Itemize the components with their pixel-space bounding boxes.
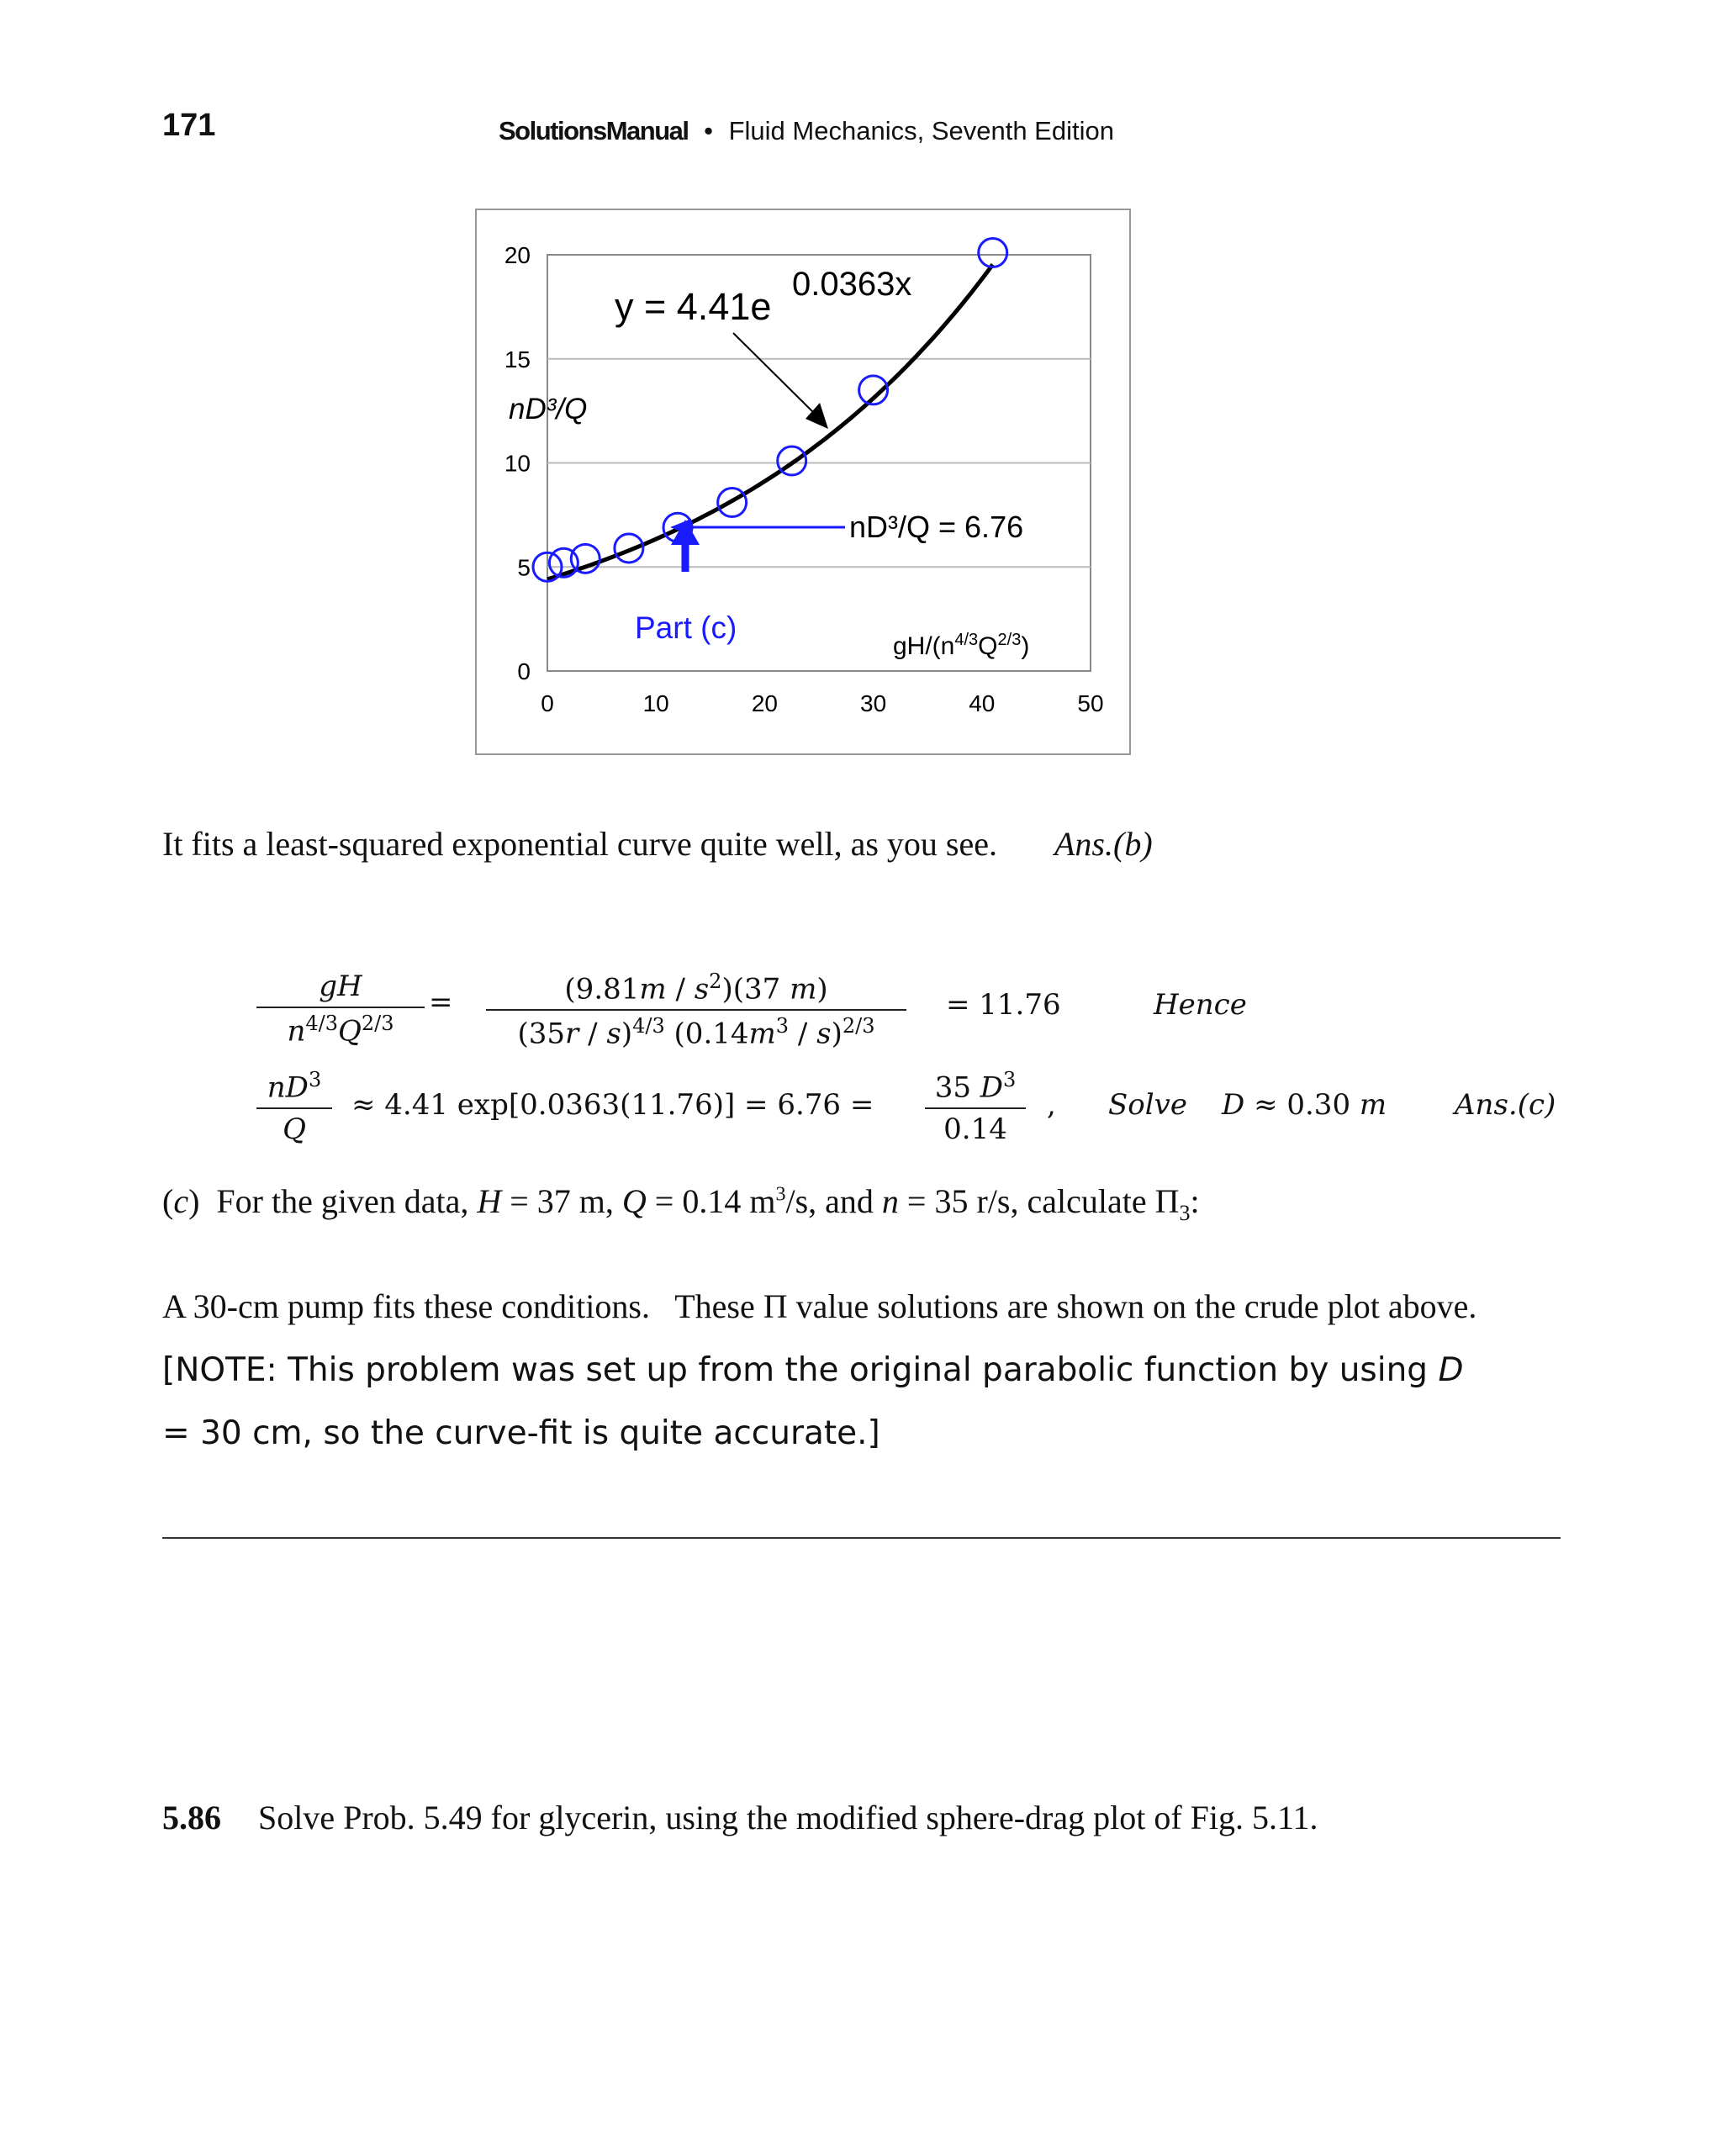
eq2-rhs-denominator: 0.14 [925,1107,1026,1146]
eq2-ans-label: Ans.(c) [1455,1088,1556,1122]
eq1-hence: Hence [1154,988,1247,1022]
running-header [499,116,1114,146]
eq2-lhs-denominator: Q [256,1107,332,1146]
x-tick-label: 10 [642,690,669,716]
value-annotation: nD³/Q = 6.76 [849,510,1024,544]
eq2-middle: ≈ 4.41 exp[0.0363(11.76)] = 6.76 = [351,1088,874,1122]
eq2-rhs-numerator: 35 $D^3$ [934,1068,1017,1105]
eq1-lhs-denominator: $n^{4/3}Q^{2/3}$ [256,1007,425,1048]
problem-statement [162,1798,1318,1837]
page-number: 171 [162,108,216,143]
y-tick-label: 0 [517,658,531,684]
x-axis-label: $gH/(n^{4/3}Q^{2/3})$ [893,631,1030,660]
problem-text: Solve Prob. 5.49 for glycerin, using the modified sphere-drag plot of Fig. 5.11. [258,1799,1318,1836]
x-tick-label: 0 [541,690,554,716]
eq2-rhs-fraction [925,1068,1026,1146]
note-line-1: [NOTE: This problem was set up from the original parabolic function by using D [162,1351,1464,1389]
y-tick-label: 5 [517,554,531,581]
eq1-rhs-numerator: $(9.81m / s^2)(37$ m) [564,970,828,1007]
eq1-rhs-denominator: (35r / s)$^{4/3}$ $(0.14m^3 / s)^{2/3}$ [486,1009,906,1050]
problem-number: 5.86 [162,1799,221,1836]
book-title: Fluid Mechanics, Seventh Edition [728,116,1114,145]
fit-equation-exponent: 0.0363x [792,266,912,303]
header-bullet: • [704,116,713,145]
eq1-result: = 11.76 [946,988,1061,1022]
eq2-lhs-fraction [256,1068,332,1146]
eq2-solve: Solve [1108,1088,1187,1122]
x-tick-label: 50 [1077,690,1104,716]
fit-answer-label: Ans.(b) [1054,825,1153,863]
eq2-lhs-numerator: $nD^3$ [267,1068,322,1105]
y-tick-label: 15 [504,346,531,373]
eq1-lhs-fraction [256,970,425,1048]
x-tick-label: 30 [860,690,887,716]
eq1-rhs-fraction [486,970,906,1051]
part-c-label: Part (c) [635,610,737,645]
section-divider [162,1537,1561,1539]
x-tick-label: 20 [751,690,778,716]
part-c-line: (c) For the given data, H = 37 m, Q = 0.14 $m^3/s$, and n = 35 r/s, calculate $\Pi_3$: [162,1182,1200,1225]
fit-equation: y = 4.41e [615,285,772,328]
exponential-fit-chart [475,209,1131,755]
y-axis-label: nD³/Q [509,393,588,425]
x-tick-label: 40 [969,690,996,716]
note-line-2: = 30 cm, so the curve-fit is quite accurate.] [162,1414,880,1452]
fit-sentence: It fits a least-squared exponential curve quite well, as you see. [162,825,997,863]
eq2-comma: , [1047,1088,1056,1122]
eq1-equals: = [429,986,453,1019]
y-tick-label: 20 [504,242,531,268]
fit-sentence-line [162,824,1153,864]
pump-sentence: A 30-cm pump fits these conditions. These Π value solutions are shown on the crude plot above. [162,1287,1477,1325]
book-series-title: SolutionsManual [499,116,689,145]
y-tick-label: 10 [504,450,531,477]
eq1-lhs-numerator: gH [319,970,362,1003]
eq2-answer: D ≈ 0.30 m [1222,1088,1387,1122]
